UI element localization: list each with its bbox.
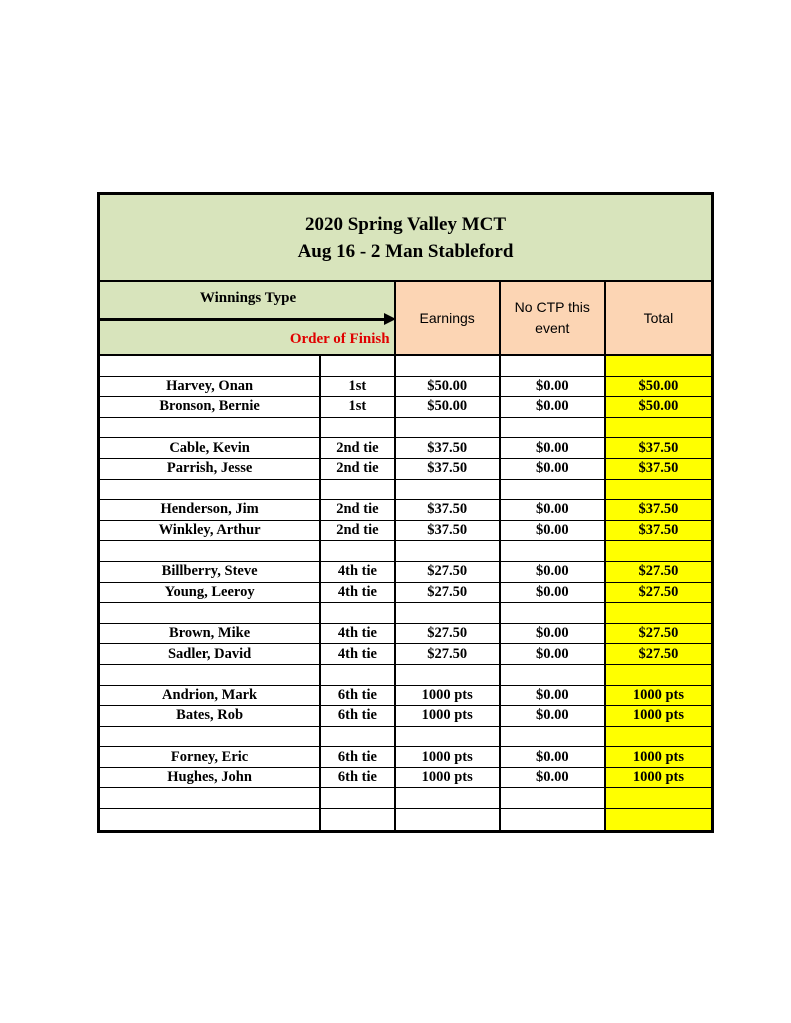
table-row <box>100 521 711 542</box>
table-row <box>100 356 711 377</box>
total-cell: $37.50 <box>606 438 711 458</box>
ctp-cell: $0.00 <box>501 521 606 541</box>
earnings-cell <box>396 603 501 623</box>
total-cell: 1000 pts <box>606 747 711 767</box>
place-cell <box>321 480 395 500</box>
player-name-cell <box>100 356 321 376</box>
player-name-cell <box>100 480 321 500</box>
event-title: 2020 Spring Valley MCT <box>304 213 507 235</box>
total-cell <box>606 788 711 808</box>
ctp-cell: $0.00 <box>501 583 606 603</box>
table-row <box>100 665 711 686</box>
place-cell <box>321 727 395 747</box>
place-cell: 6th tie <box>321 747 395 767</box>
total-cell: 1000 pts <box>606 768 711 788</box>
winnings-type-label: Winnings Type <box>199 290 297 306</box>
place-cell: 2nd tie <box>321 438 395 458</box>
earnings-cell: $37.50 <box>396 438 501 458</box>
ctp-cell: $0.00 <box>501 397 606 417</box>
earnings-header: Earnings <box>396 282 501 354</box>
place-cell: 6th tie <box>321 706 395 726</box>
place-cell: 6th tie <box>321 768 395 788</box>
table-row <box>100 480 711 501</box>
ctp-cell: $0.00 <box>501 706 606 726</box>
arrow-head-icon <box>384 313 396 325</box>
table-row <box>100 459 711 480</box>
ctp-cell: $0.00 <box>501 624 606 644</box>
winnings-type-header <box>100 282 396 354</box>
total-cell: $50.00 <box>606 377 711 397</box>
table-row <box>100 809 711 830</box>
total-cell: 1000 pts <box>606 706 711 726</box>
earnings-cell: $27.50 <box>396 583 501 603</box>
total-cell: $37.50 <box>606 521 711 541</box>
earnings-cell: $50.00 <box>396 397 501 417</box>
player-name-cell: Forney, Eric <box>100 747 321 767</box>
table-row <box>100 438 711 459</box>
table-row <box>100 624 711 645</box>
table-row <box>100 397 711 418</box>
ctp-cell <box>501 788 606 808</box>
table-row <box>100 562 711 583</box>
player-name-cell: Sadler, David <box>100 644 321 664</box>
total-cell: $27.50 <box>606 562 711 582</box>
ctp-cell: $0.00 <box>501 686 606 706</box>
table-row <box>100 603 711 624</box>
no-ctp-header: No CTP this event <box>501 282 606 354</box>
place-cell: 4th tie <box>321 583 395 603</box>
place-cell: 2nd tie <box>321 459 395 479</box>
earnings-cell <box>396 665 501 685</box>
order-of-finish-label: Order of Finish <box>289 331 390 347</box>
total-cell <box>606 603 711 623</box>
ctp-cell: $0.00 <box>501 562 606 582</box>
title-block <box>100 195 711 282</box>
total-cell: $37.50 <box>606 500 711 520</box>
player-name-cell <box>100 603 321 623</box>
table-row <box>100 418 711 439</box>
place-cell: 4th tie <box>321 562 395 582</box>
earnings-cell: $37.50 <box>396 459 501 479</box>
earnings-cell: $50.00 <box>396 377 501 397</box>
ctp-cell <box>501 727 606 747</box>
place-cell <box>321 418 395 438</box>
total-cell: $27.50 <box>606 624 711 644</box>
table-row <box>100 500 711 521</box>
player-name-cell: Young, Leeroy <box>100 583 321 603</box>
player-name-cell: Bronson, Bernie <box>100 397 321 417</box>
ctp-cell: $0.00 <box>501 747 606 767</box>
place-cell: 1st <box>321 397 395 417</box>
player-name-cell: Hughes, John <box>100 768 321 788</box>
ctp-cell <box>501 665 606 685</box>
place-cell <box>321 603 395 623</box>
total-cell <box>606 727 711 747</box>
place-cell <box>321 356 395 376</box>
player-name-cell: Andrion, Mark <box>100 686 321 706</box>
earnings-cell <box>396 356 501 376</box>
place-cell <box>321 809 395 830</box>
table-row <box>100 706 711 727</box>
player-name-cell: Bates, Rob <box>100 706 321 726</box>
table-row <box>100 788 711 809</box>
total-cell <box>606 541 711 561</box>
total-cell: 1000 pts <box>606 686 711 706</box>
ctp-cell <box>501 809 606 830</box>
table-row <box>100 377 711 398</box>
ctp-cell: $0.00 <box>501 459 606 479</box>
ctp-cell <box>501 418 606 438</box>
place-cell: 4th tie <box>321 624 395 644</box>
earnings-cell: $37.50 <box>396 500 501 520</box>
total-cell <box>606 418 711 438</box>
total-cell: $27.50 <box>606 583 711 603</box>
ctp-cell: $0.00 <box>501 500 606 520</box>
player-name-cell: Harvey, Onan <box>100 377 321 397</box>
player-name-cell <box>100 541 321 561</box>
total-cell: $27.50 <box>606 644 711 664</box>
table-row <box>100 747 711 768</box>
table-row <box>100 768 711 789</box>
earnings-cell <box>396 809 501 830</box>
place-cell: 2nd tie <box>321 500 395 520</box>
place-cell <box>321 788 395 808</box>
place-cell: 1st <box>321 377 395 397</box>
table-row <box>100 644 711 665</box>
player-name-cell <box>100 727 321 747</box>
ctp-cell: $0.00 <box>501 644 606 664</box>
ctp-cell: $0.00 <box>501 768 606 788</box>
event-subtitle: Aug 16 - 2 Man Stableford <box>297 240 514 262</box>
total-cell <box>606 356 711 376</box>
earnings-cell: $27.50 <box>396 562 501 582</box>
place-cell <box>321 665 395 685</box>
ctp-cell: $0.00 <box>501 438 606 458</box>
ctp-cell <box>501 603 606 623</box>
player-name-cell: Henderson, Jim <box>100 500 321 520</box>
total-cell: $37.50 <box>606 459 711 479</box>
earnings-cell: $27.50 <box>396 624 501 644</box>
earnings-cell <box>396 727 501 747</box>
player-name-cell <box>100 788 321 808</box>
total-cell <box>606 809 711 830</box>
place-cell: 4th tie <box>321 644 395 664</box>
player-name-cell: Cable, Kevin <box>100 438 321 458</box>
player-name-cell: Billberry, Steve <box>100 562 321 582</box>
table-row <box>100 583 711 604</box>
player-name-cell: Parrish, Jesse <box>100 459 321 479</box>
earnings-cell: 1000 pts <box>396 747 501 767</box>
results-sheet <box>97 192 714 833</box>
ctp-cell <box>501 356 606 376</box>
table-row <box>100 541 711 562</box>
total-header: Total <box>606 282 711 354</box>
earnings-cell <box>396 480 501 500</box>
player-name-cell <box>100 418 321 438</box>
earnings-cell: 1000 pts <box>396 706 501 726</box>
player-name-cell: Brown, Mike <box>100 624 321 644</box>
table-row <box>100 727 711 748</box>
earnings-cell <box>396 788 501 808</box>
earnings-cell <box>396 541 501 561</box>
earnings-cell: 1000 pts <box>396 686 501 706</box>
column-header-row <box>100 282 711 356</box>
arrow-right-icon <box>100 318 386 321</box>
ctp-cell: $0.00 <box>501 377 606 397</box>
earnings-cell: $37.50 <box>396 521 501 541</box>
total-cell <box>606 480 711 500</box>
place-cell: 6th tie <box>321 686 395 706</box>
results-table-body <box>100 356 711 830</box>
place-cell: 2nd tie <box>321 521 395 541</box>
player-name-cell <box>100 809 321 830</box>
total-cell: $50.00 <box>606 397 711 417</box>
place-cell <box>321 541 395 561</box>
player-name-cell <box>100 665 321 685</box>
ctp-cell <box>501 541 606 561</box>
earnings-cell: 1000 pts <box>396 768 501 788</box>
player-name-cell: Winkley, Arthur <box>100 521 321 541</box>
ctp-cell <box>501 480 606 500</box>
table-row <box>100 686 711 707</box>
total-cell <box>606 665 711 685</box>
earnings-cell <box>396 418 501 438</box>
earnings-cell: $27.50 <box>396 644 501 664</box>
